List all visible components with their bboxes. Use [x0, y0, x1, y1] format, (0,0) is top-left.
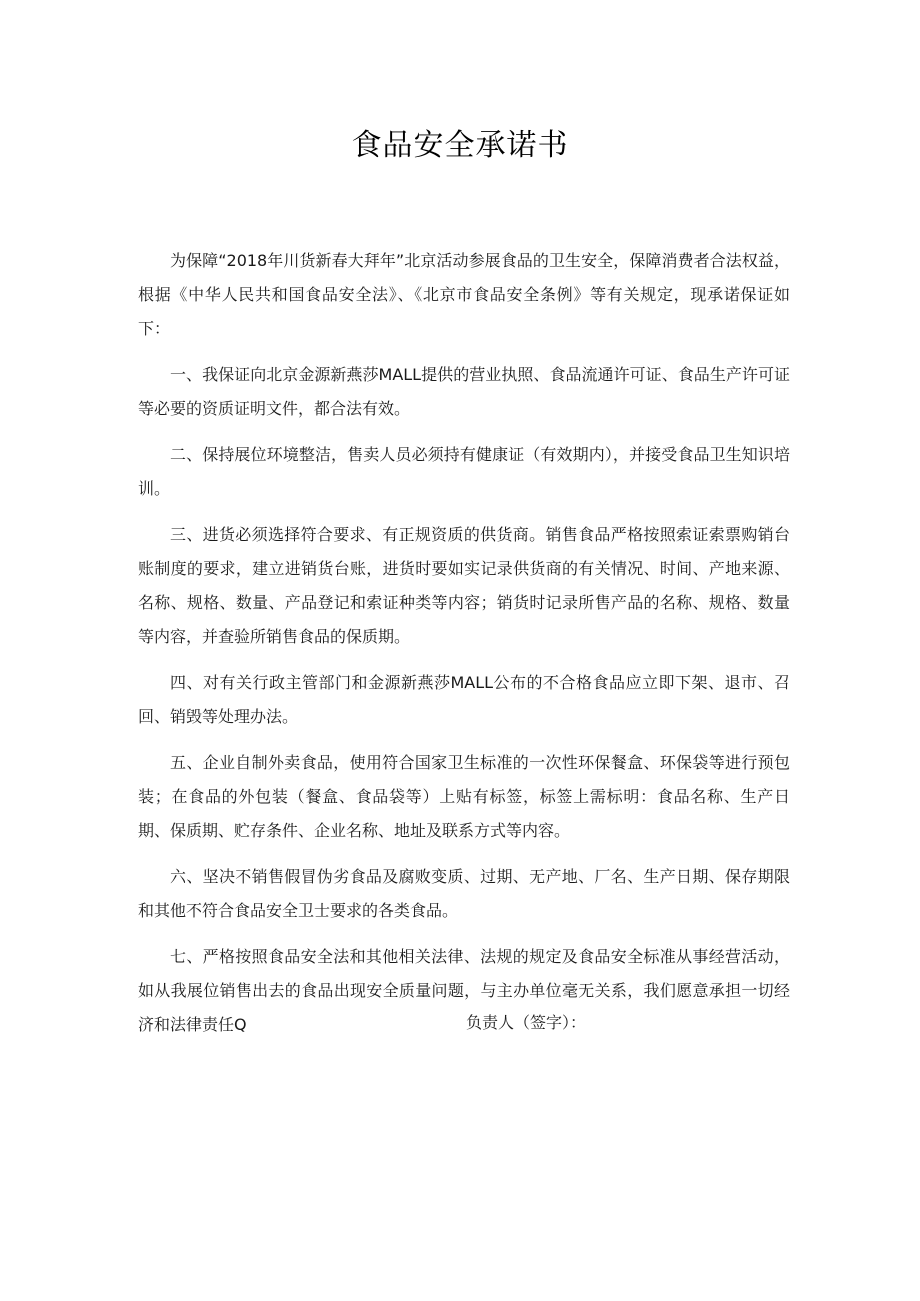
- signature-label: 负责人（签字）：: [466, 1013, 587, 1032]
- intro-paragraph: 为保障“2018年川货新春大拜年”北京活动参展食品的卫生安全，保障消费者合法权益，根据《中华人民共和国食品安全法》、《北京市食品安全条例》等有关规定，现承诺保证如下：: [138, 251, 790, 338]
- clause-1-paragraph: 一、我保证向北京金源新燕莎MALL提供的营业执照、食品流通许可证、食品生产许可证等必要的资质证明文件，都合法有效。: [138, 365, 790, 418]
- clause-3-paragraph: 三、进货必须选择符合要求、有正规资质的供货商。销售食品严格按照索证索票购销台账制度的要求，建立进销货台账，进货时要如实记录供货商的有关情况、时间、产地来源、名称、规格、数量、产品登记和索证种类等内容；销货时记录所售产品的名称、规格、数量等内容，并查验所销售食品的保质期。: [138, 525, 790, 646]
- document-title: 食品安全承诺书: [351, 128, 569, 163]
- clause-7-paragraph: 七、严格按照食品安全法和其他相关法律、法规的规定及食品安全标准从事经营活动，如从我展位销售出去的食品出现安全质量问题，与主办单位毫无关系，我们愿意承担一切经济和法律责任Q: [138, 947, 790, 1034]
- clause-6-paragraph: 六、坚决不销售假冒伪劣食品及腐败变质、过期、无产地、厂名、生产日期、保存期限和其他不符合食品安全卫士要求的各类食品。: [138, 867, 790, 920]
- clause-4-paragraph: 四、对有关行政主管部门和金源新燕莎MALL公布的不合格食品应立即下架、退市、召回、销毁等处理办法。: [138, 673, 790, 726]
- clause-2-paragraph: 二、保持展位环境整洁，售卖人员必须持有健康证（有效期内），并接受食品卫生知识培训。: [138, 445, 790, 498]
- document-body: [138, 244, 790, 1054]
- clause-5-paragraph: 五、企业自制外卖食品，使用符合国家卫生标准的一次性环保餐盒、环保袋等进行预包装；在食品的外包装（餐盒、食品袋等）上贴有标签，标签上需标明：食品名称、生产日期、保质期、贮存条件、企业名称、地址及联系方式等内容。: [138, 753, 790, 840]
